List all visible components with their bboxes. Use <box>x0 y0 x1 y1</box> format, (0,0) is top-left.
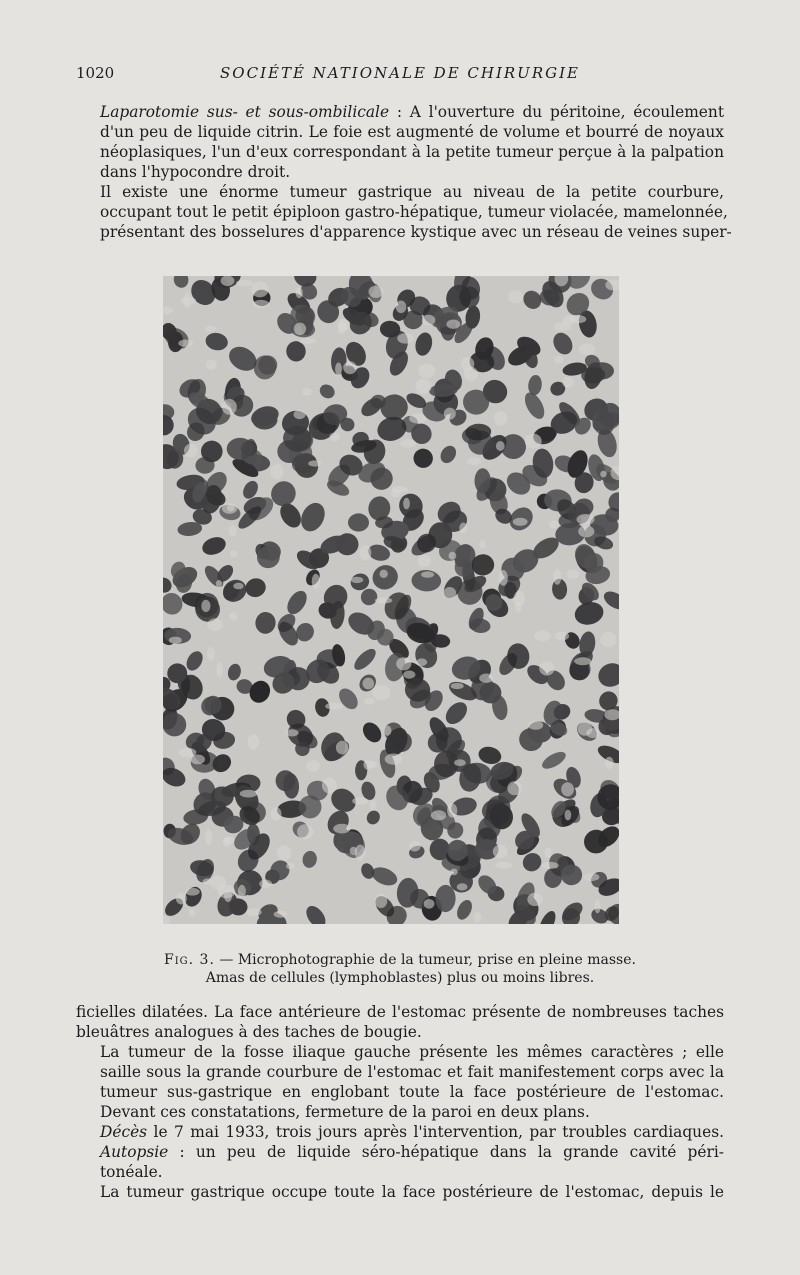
micrograph-image <box>163 276 619 924</box>
text-line: La tumeur de la fosse iliaque gauche présente les mêmes caractères ; elle <box>100 1043 724 1061</box>
paragraph-continuation <box>76 1002 724 1042</box>
text-line: La tumeur gastrique occupe toute la face postérieure de l'estomac, depuis le <box>100 1183 724 1201</box>
text-line: : un peu de liquide séro-hépatique dans la grande cavité péri- <box>168 1143 724 1161</box>
text-line: ficielles dilatées. La face antérieure de l'estomac présente de nombreuses taches <box>76 1003 724 1021</box>
autopsie-heading: Autopsie <box>100 1143 169 1161</box>
text-line: tonéale. <box>100 1163 163 1181</box>
text-block-top <box>76 102 732 242</box>
paragraph-fosse-iliaque <box>76 1042 724 1122</box>
micrograph-figure <box>163 276 619 924</box>
paragraph-tumeur-estomac <box>76 1182 724 1202</box>
figure-caption <box>76 951 724 987</box>
text-line: saille sous la grande courbure de l'estomac et fait manifestement corps avec la <box>100 1063 724 1081</box>
caption-line: — Microphotographie de la tumeur, prise en pleine masse. <box>214 952 636 968</box>
text-line: Il existe une énorme tumeur gastrique au niveau de la petite courbure, <box>100 183 724 201</box>
caption-line: Amas de cellules (lymphoblastes) plus ou moins libres. <box>205 970 595 986</box>
text-line: dans l'hypocondre droit. <box>100 163 291 181</box>
text-line: d'un peu de liquide citrin. Le foie est augmenté de volume et bourré de noyaux <box>100 123 724 141</box>
deces-heading: Décès <box>100 1123 148 1141</box>
paragraph-tumeur-gastrique <box>76 182 732 242</box>
text-line: bleuâtres analogues à des taches de bougie. <box>76 1023 422 1041</box>
text-line: occupant tout le petit épiploon gastro-hépatique, tumeur violacée, mamelonnée, <box>100 203 728 221</box>
text-line: tumeur sus-gastrique en englobant toute la face postérieure de l'estomac. <box>100 1083 724 1101</box>
laparotomie-heading: Laparotomie sus- et sous-ombilicale <box>100 103 390 121</box>
paragraph-deces <box>76 1122 724 1142</box>
text-line: Devant ces constatations, fermeture de la paroi en deux plans. <box>100 1103 590 1121</box>
running-title: SOCIÉTÉ NATIONALE DE CHIRURGIE <box>220 64 580 82</box>
text-line: présentant des bosselures d'apparence kystique avec un réseau de veines super- <box>100 223 732 241</box>
paragraph-autopsie <box>76 1142 724 1182</box>
text-line: néoplasiques, l'un d'eux correspondant à la petite tumeur perçue à la palpation <box>100 143 724 161</box>
figure-label: Fig. 3. <box>164 952 215 968</box>
paragraph-laparotomie <box>76 102 724 182</box>
page-header <box>76 64 724 86</box>
page-number: 1020 <box>76 64 115 82</box>
text-line: : A l'ouverture du péritoine, écoulement <box>389 103 724 121</box>
text-line: le 7 mai 1933, trois jours après l'intervention, par troubles cardiaques. <box>147 1123 724 1141</box>
text-block-bottom <box>76 1002 724 1202</box>
